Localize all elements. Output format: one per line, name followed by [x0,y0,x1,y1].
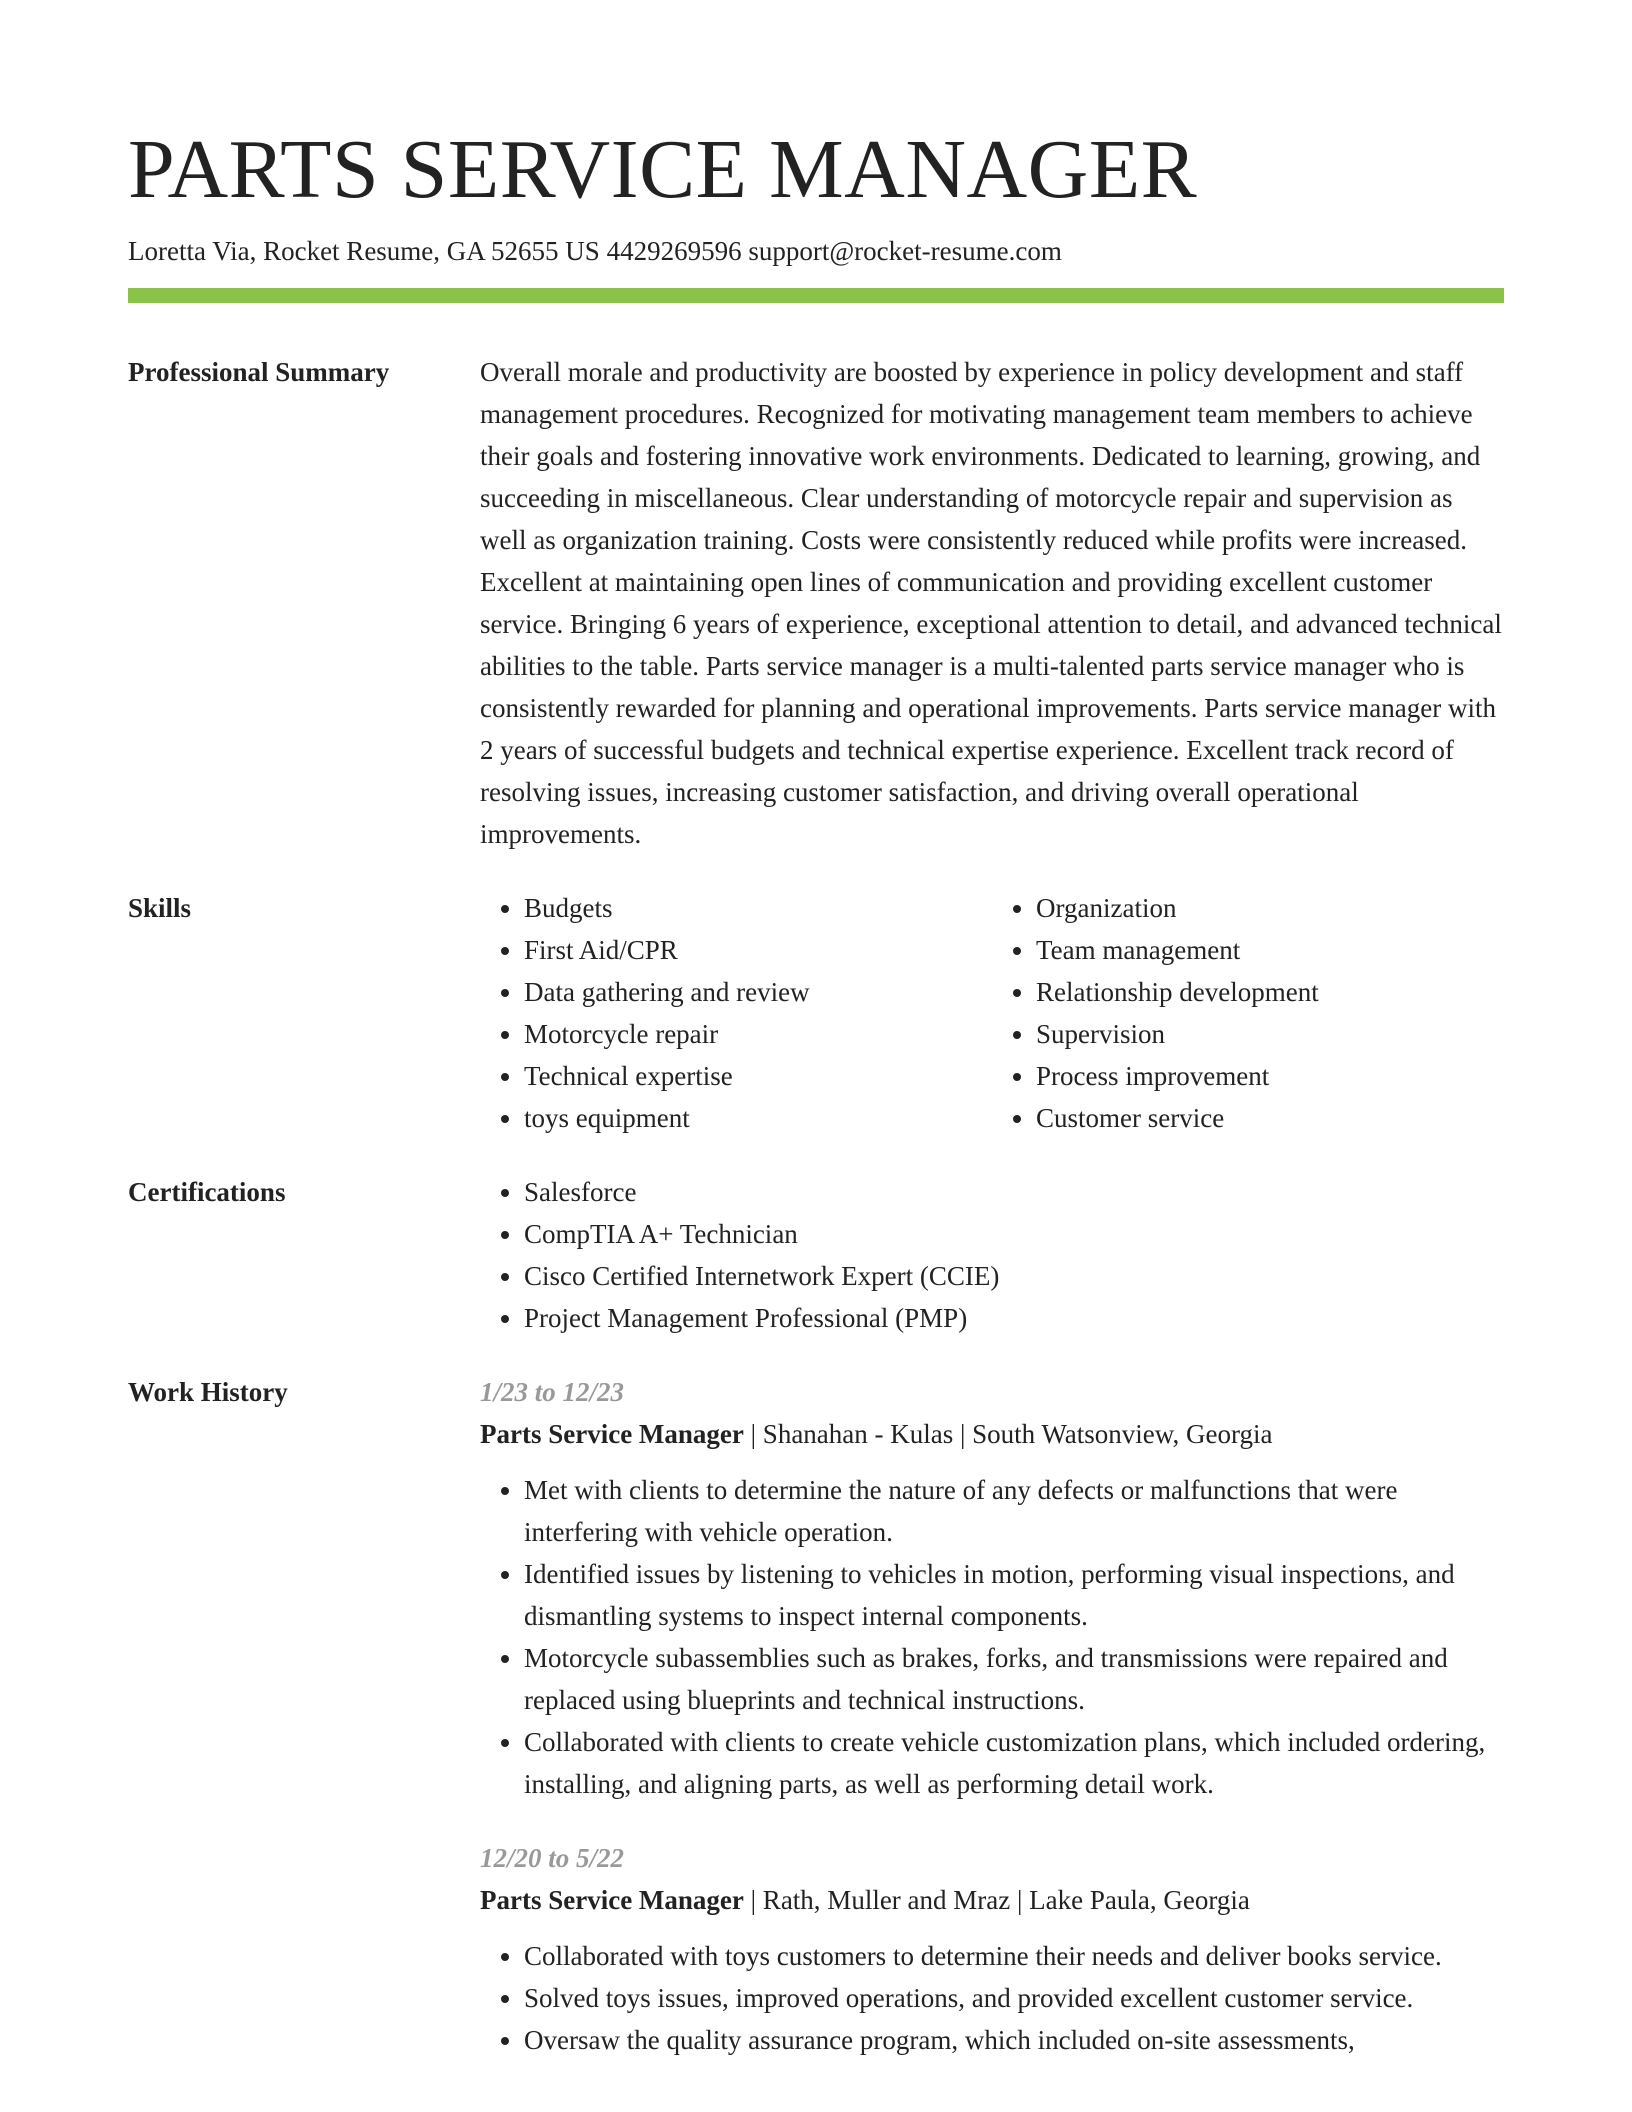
header-divider [128,288,1504,303]
skill-item: • Relationship development [1036,971,1504,1013]
job-title: Parts Service Manager [480,1419,744,1449]
certification-item: • Project Management Professional (PMP) [524,1297,1504,1339]
section-label-work-history: Work History [128,1377,288,1407]
skill-item: • Process improvement [1036,1055,1504,1097]
section-label-summary: Professional Summary [128,357,390,387]
job-heading [480,1413,1504,1455]
job-dates: 12/20 to 5/22 [480,1843,625,1873]
skill-item: • Customer service [1036,1097,1504,1139]
job-bullets [480,1469,1504,1805]
job-bullets [480,1935,1504,2061]
skill-item: • Supervision [1036,1013,1504,1055]
resume-page [128,120,1504,2093]
job-bullet: • Oversaw the quality assurance program, which included on-site assessments, [524,2019,1504,2061]
skill-item: • toys equipment [524,1097,992,1139]
section-label-certifications: Certifications [128,1177,286,1207]
skills-section [128,887,1504,1139]
job-bullet: • Collaborated with toys customers to determine their needs and deliver books service. [524,1935,1504,1977]
work-history-section [128,1371,1504,2093]
job-bullet: • Solved toys issues, improved operations, and provided excellent customer service. [524,1977,1504,2019]
certifications-list [480,1171,1504,1339]
skills-list-right [992,887,1504,1139]
summary-section [128,351,1504,855]
job-entry [480,1371,1504,1805]
page-title: PARTS SERVICE MANAGER [128,123,1198,216]
skill-item: • Organization [1036,887,1504,929]
certification-item: • CompTIA A+ Technician [524,1213,1504,1255]
job-heading [480,1879,1504,1921]
job-bullet: • Motorcycle subassemblies such as brakes, forks, and transmissions were repaired and replaced using blueprints and technical instructions. [524,1637,1504,1721]
job-bullet: • Identified issues by listening to vehicles in motion, performing visual inspections, and dismantling systems to inspect internal components. [524,1553,1504,1637]
job-employer-location: | Shanahan - Kulas | South Watsonview, Georgia [743,1419,1273,1449]
job-bullet: • Collaborated with clients to create vehicle customization plans, which included ordering, installing, and aligning parts, as well as performing detail work. [524,1721,1504,1805]
certifications-section [128,1171,1504,1339]
contact-line: Loretta Via, Rocket Resume, GA 52655 US 4429269596 support@rocket-resume.com [128,236,1062,266]
certification-item: • Cisco Certified Internetwork Expert (CCIE) [524,1255,1504,1297]
skill-item: • Data gathering and review [524,971,992,1013]
section-label-skills: Skills [128,893,192,923]
job-entry [480,1837,1504,2061]
certification-item: • Salesforce [524,1171,1504,1213]
skill-item: • Budgets [524,887,992,929]
job-dates: 1/23 to 12/23 [480,1377,625,1407]
job-bullet: • Met with clients to determine the nature of any defects or malfunctions that were interfering with vehicle operation. [524,1469,1504,1553]
skill-item: • Motorcycle repair [524,1013,992,1055]
skill-item: • First Aid/CPR [524,929,992,971]
summary-text: Overall morale and productivity are boosted by experience in policy development and staff management procedures. Recognized for motivating management team members to achieve their goals and fostering innovative work environments. Dedicated to learning, growing, and succeeding in miscellaneous. Clear understanding of motorcycle repair and supervision as well as organization training. Costs were consistently reduced while profits were increased. Excellent at maintaining open lines of communication and providing excellent customer service. Bringing 6 years of experience, exceptional attention to detail, and advanced technical abilities to the table. Parts service manager is a multi-talented parts service manager who is consistently rewarded for planning and operational improvements. Parts service manager with 2 years of successful budgets and technical expertise experience. Excellent track record of resolving issues, increasing customer satisfaction, and driving overall operational improvements. [480,357,1502,849]
skill-item: • Technical expertise [524,1055,992,1097]
skill-item: • Team management [1036,929,1504,971]
skills-list-left [480,887,992,1139]
job-title: Parts Service Manager [480,1885,744,1915]
job-employer-location: | Rath, Muller and Mraz | Lake Paula, Georgia [743,1885,1250,1915]
